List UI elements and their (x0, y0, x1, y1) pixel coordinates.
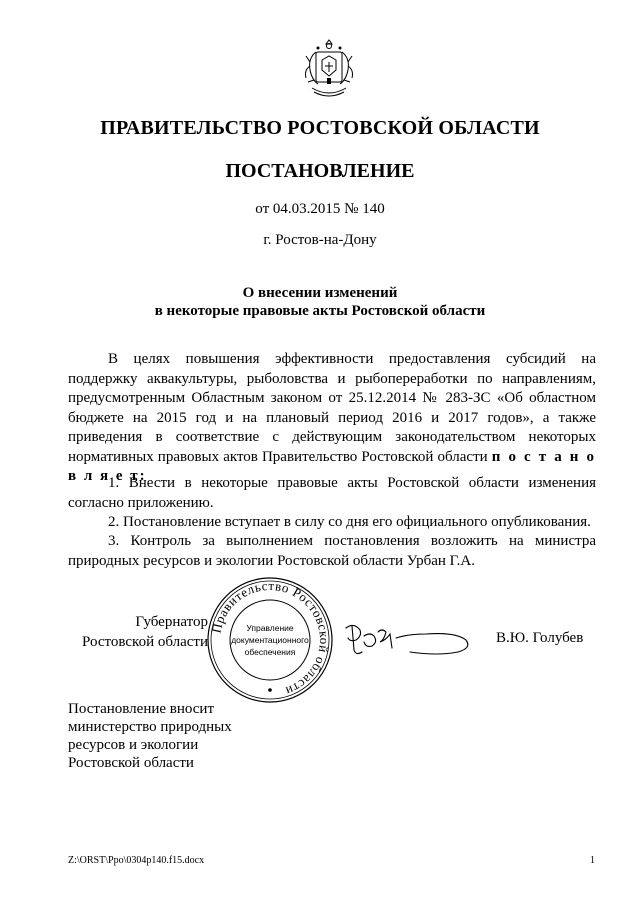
signer-title-line-1: Губернатор (135, 614, 208, 630)
official-stamp-icon (205, 575, 335, 705)
subject-line-2: в некоторые правовые акты Ростовской области (154, 303, 486, 319)
submitter-line-1: Постановление вносит (68, 701, 215, 717)
preamble-text: В целях повышения эффективности предоставления субсидий на поддержку аквакультуры, рыболовства и рыбопереработки по направлениям, предусмотренным Областным законом от 25.12.2014 № 283-ЗС «Об областном бюджете на 2015 год и на плановый период 2016 и 2017 годов», а также приведения в соответствие с действующим законодательством некоторых нормативных правовых актов Правительство Ростовской области (68, 351, 596, 465)
submitter-line-4: Ростовской области (68, 755, 194, 771)
footer-file-path: Z:\ORST\Ppo\0304p140.f15.docx (68, 855, 205, 866)
subject-line-1: О внесении изменений (242, 285, 398, 301)
document-type: ПОСТАНОВЛЕНИЕ (225, 160, 415, 182)
coat-of-arms-icon (298, 36, 360, 102)
stamp-inner-line-2: документационного (231, 635, 309, 645)
signer-title (68, 612, 208, 652)
document-subject (0, 284, 640, 320)
resolution-item-3: 3. Контроль за выполнением постановления возложить на министра природных ресурсов и экологии Ростовской области Урбан Г.А. (68, 533, 596, 569)
signer-name: В.Ю. Голубев (496, 630, 584, 646)
date-number: от 04.03.2015 № 140 (255, 201, 385, 217)
signer-title-line-2: Ростовской области (82, 634, 208, 650)
stamp-inner-line-3: обеспечения (244, 647, 296, 657)
resolution-item-1: 1. Внести в некоторые правовые акты Ростовской области изменения согласно приложению. (68, 475, 596, 511)
organization-title: ПРАВИТЕЛЬСТВО РОСТОВСКОЙ ОБЛАСТИ (100, 117, 540, 139)
submitter-note (68, 700, 288, 772)
stamp-inner-line-1: Управление (246, 623, 294, 633)
stamp-ring-text: Правительство Ростовской области (208, 577, 333, 700)
city: г. Ростов-на-Дону (263, 232, 377, 248)
handwritten-signature-icon (340, 618, 475, 660)
submitter-line-3: ресурсов и экологии (68, 737, 199, 753)
submitter-line-2: министерство природных (68, 719, 232, 735)
action-word: п о с т а н о в л я е т: (68, 448, 596, 484)
resolution-item-2: 2. Постановление вступает в силу со дня его официального опубликования. (108, 514, 591, 530)
page-number: 1 (590, 855, 595, 866)
preamble-paragraph (68, 350, 596, 487)
